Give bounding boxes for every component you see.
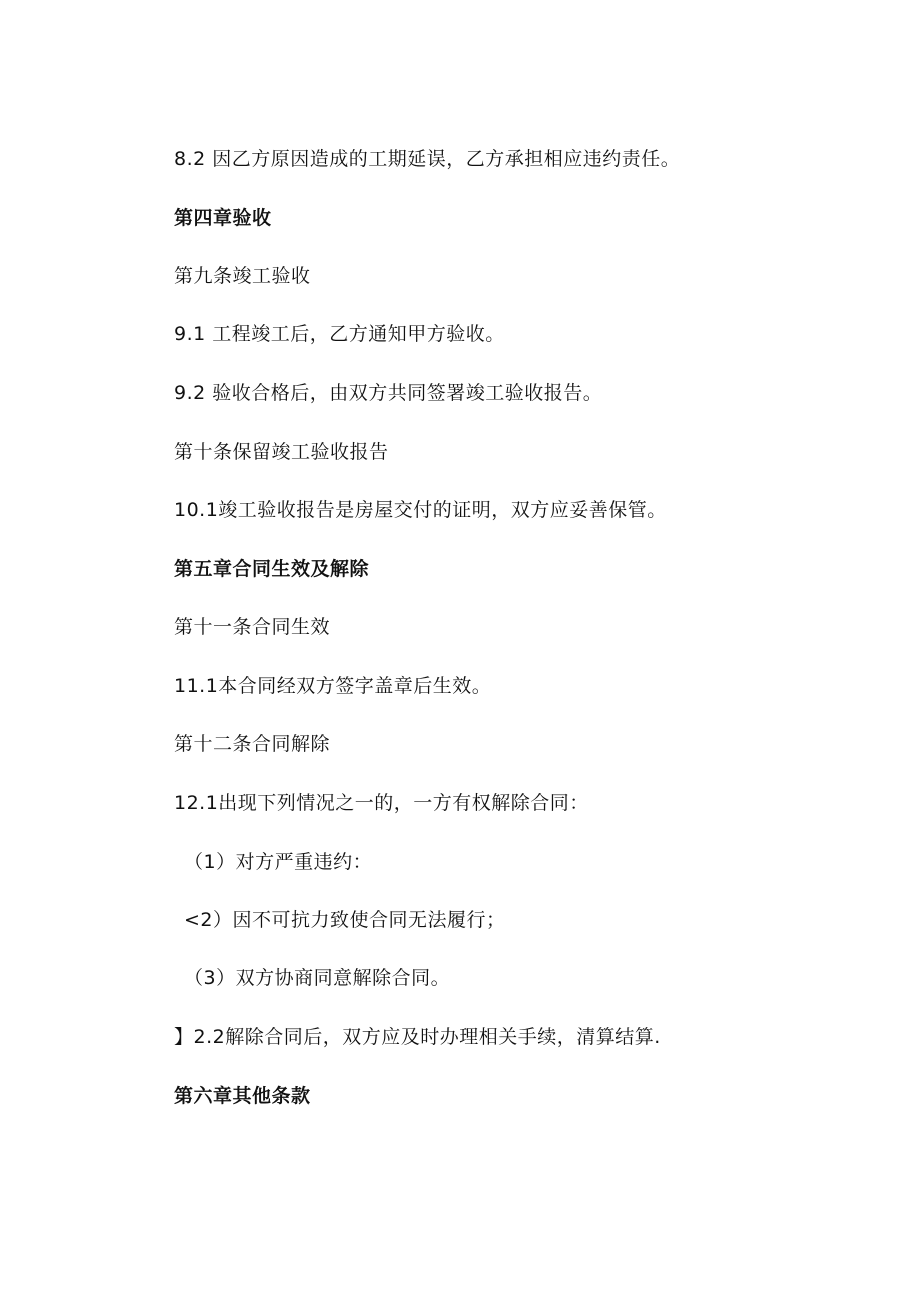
list-item-1: （1）对方严重违约： (184, 851, 373, 873)
clause-12-2: 】2.2解除合同后，双方应及时办理相关手续，清算结算. (174, 1026, 661, 1048)
article-11-heading: 第十一条合同生效 (174, 616, 331, 638)
article-12-heading: 第十二条合同解除 (174, 733, 331, 755)
chapter-6-heading: 第六章其他条款 (174, 1085, 311, 1107)
list-item-3: （3）双方协商同意解除合同。 (184, 967, 451, 989)
clause-12-1: 12.1出现下列情况之一的，一方有权解除合同： (174, 792, 589, 814)
chapter-4-heading: 第四章验收 (174, 207, 272, 229)
clause-10-1: 10.1竣工验收报告是房屋交付的证明，双方应妥善保管。 (174, 499, 667, 521)
clause-11-1: 11.1本合同经双方签字盖章后生效。 (174, 675, 492, 697)
clause-9-2: 9.2 验收合格后，由双方共同签署竣工验收报告。 (174, 382, 603, 404)
chapter-5-heading: 第五章合同生效及解除 (174, 558, 370, 580)
clause-8-2: 8.2 因乙方原因造成的工期延误，乙方承担相应违约责任。 (174, 148, 681, 170)
clause-9-1: 9.1 工程竣工后，乙方通知甲方验收。 (174, 323, 505, 345)
article-10-heading: 第十条保留竣工验收报告 (174, 441, 389, 463)
list-item-2: <2）因不可抗力致使合同无法履行； (184, 909, 506, 931)
article-9-heading: 第九条竣工验收 (174, 265, 311, 287)
